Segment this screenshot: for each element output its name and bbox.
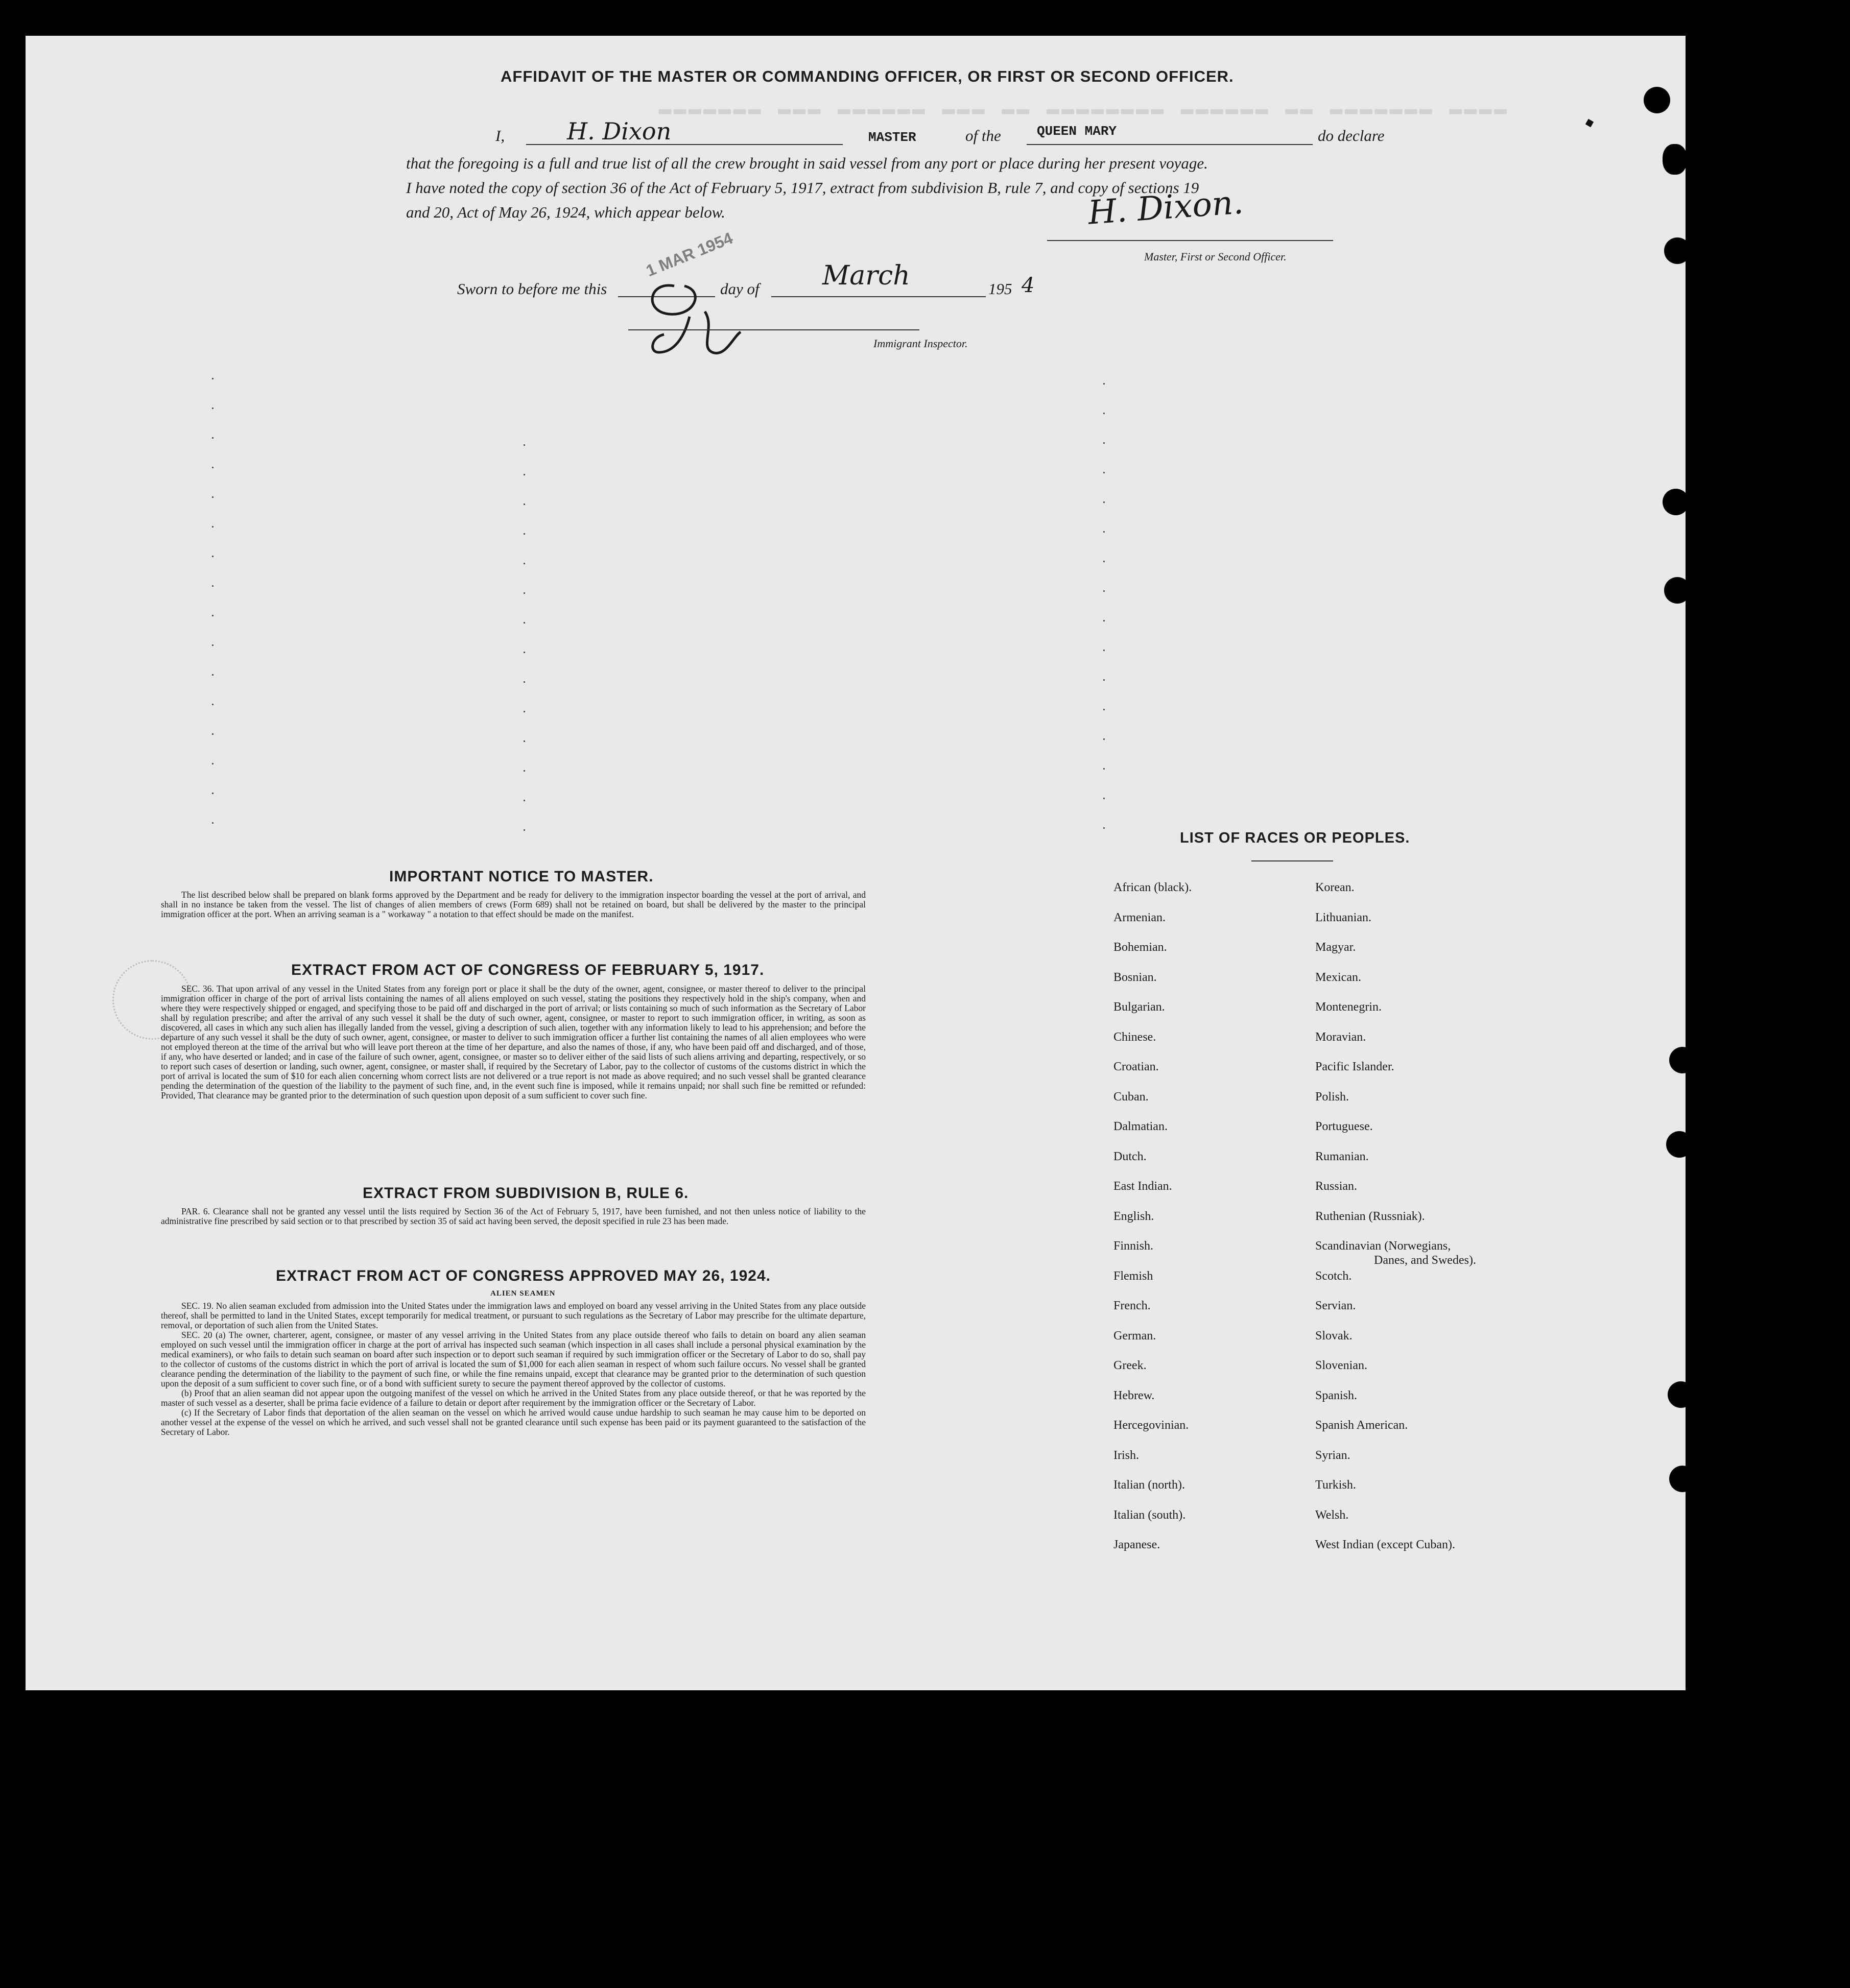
race-item: Hebrew. [1113, 1388, 1155, 1402]
race-item: Montenegrin. [1315, 1000, 1382, 1014]
race-item: African (black). [1113, 881, 1192, 894]
race-item: Finnish. [1113, 1239, 1154, 1253]
extract-1917-text: SEC. 36. That upon arrival of any vessel in the United States from any foreign port or place it shall be the duty of the owner, agent, consignee, or master thereof to deliver to the principal immigration officer in charge of the port of arrival lists containing the names of all aliens employed on such vessel, stating the positions they respectively hold in the ship's company, when and where they were respectively shipped or engaged, and specifying those to be paid off and discharged in the port of arrival; or lists containing so much of such information as the Secretary of Labor shall by regulation prescribe; and after the arrival of any such vessel it shall be the duty of such owner, agent, consignee, or master to report to such immigration officer, in writing, as soon as discovered, all cases in which any such alien has illegally landed from the vessel, giving a description of such alien, together with any information likely to lead to his apprehension; and before the departure of any such vessel it shall be the duty of such owner, agent, consignee, or master to deliver to such immigration officer a further list containing the names of all alien employees who were not employed thereon at the time of the arrival but who will leave port thereon at the time of her departure, and also the names of those, if any, who have been paid off and discharged, and of those, if any, who have deserted or landed; and in case of the failure of such owner, agent, consignee, or master so to deliver either of the said lists of such aliens arriving and departing, respectively, or so to report such cases of desertion or landing, such owner, agent, consignee, or master shall, if required by the Secretary of Labor, pay to the collector of customs of the customs district in which the port of arrival is located the sum of $10 for each alien concerning whom correct lists are not delivered or a true report is not made as above required; and no such vessel shall be granted clearance pending the determination of the question of the liability to the payment of such fine, and, in the event such fine is imposed, while it remains unpaid; nor shall such fine be remitted or refunded: Provided, That clearance may be granted prior to the determination of such question upon deposit of a sum sufficient to cover such fine. [161, 984, 866, 1100]
race-item: Rumanian. [1315, 1149, 1369, 1163]
race-item: Polish. [1315, 1090, 1349, 1104]
master-signature: H. Dixon. [1086, 183, 1245, 232]
affidavit-line-3: I have noted the copy of section 36 of the Act of February 5, 1917, extract from subdivision B, rule 7, and copy of sections 19 [406, 179, 1199, 197]
notice-title: IMPORTANT NOTICE TO MASTER. [389, 868, 654, 885]
punch-hole [1663, 144, 1687, 175]
punch-hole [1669, 1047, 1696, 1073]
race-item: Portuguese. [1315, 1120, 1373, 1133]
i-label: I, [495, 127, 505, 145]
race-item: Ruthenian (Russniak). [1315, 1209, 1425, 1223]
race-item: Magyar. [1315, 941, 1356, 954]
master-label: MASTER [868, 130, 916, 145]
punch-hole [1644, 87, 1670, 113]
race-item: Greek. [1113, 1359, 1147, 1372]
alien-seamen-subtitle: ALIEN SEAMEN [490, 1289, 556, 1298]
affidavit-line-2: that the foregoing is a full and true list of all the crew brought in said vessel from any port or place during her present voyage. [406, 154, 1208, 172]
punch-hole [1663, 489, 1689, 515]
race-item: Spanish. [1315, 1388, 1358, 1402]
race-item: Welsh. [1315, 1508, 1349, 1522]
race-item: Servian. [1315, 1299, 1356, 1312]
race-item: Mexican. [1315, 970, 1361, 984]
day-of-label: day of [720, 280, 760, 298]
race-item: Bulgarian. [1113, 1000, 1165, 1014]
inspector-signature [628, 250, 761, 383]
bleed-through-text: ▬▬▬▬ ▬▬▬▬▬▬▬ ▬▬ ▬▬▬▬▬▬ ▬▬▬▬▬▬▬▬ ▬▬ ▬▬▬ ▬▬▬▬▬▬ ▬▬▬ ▬▬▬▬▬▬▬ [656, 97, 1507, 122]
extract-1924-text: SEC. 19. No alien seaman excluded from admission into the United States under the immigration laws and employed on board any vessel arriving in the United States from any place outside thereof, shall be permitted to land in the United States, except temporarily for medical treatment, or pursuant to such regulations as the Secretary of Labor may prescribe for the ultimate departure, removal, or deportation of such alien from the United States. SEC. 20 (a) The owner, charterer, agent, consignee, or master of any vessel arriving in the United States from any place outside thereof who fails to detain on board any alien seaman employed on such vessel until the immigration officer in charge at the port of arrival has inspected such seaman (which inspection in all cases shall include a personal physical examination by the medical examiners), or who fails to detain such seaman on board after such inspection or to deport such seaman if required by such immigration officer or the Secretary of Labor to do so, shall pay to the collector of customs of the customs district in which the port of arrival is located the sum of $1,000 for each alien seaman in respect of whom such failure occurs. No vessel shall be granted clearance pending the determination of the liability to the payment of such fine, or while the fine remains unpaid, except that clearance may be granted prior to the determination of such question upon the deposit of a sum sufficient to cover such fine, or of a bond with sufficient surety to secure the payment thereof approved by the collector of customs. (b) Proof that an alien seaman did not appear upon the outgoing manifest of the vessel on which he arrived in the United States from any place outside thereof, or that he was reported by the master of such vessel as a deserter, shall be prima facie evidence of a failure to detain or deport after requirement by the immigration officer or the Secretary of Labor. (c) If the Secretary of Labor finds that deportation of the alien seaman on the vessel on which he arrived would cause undue hardship to such seaman he may cause him to be deported on another vessel at the expense of the vessel on which he arrived, and such vessel shall not be granted clearance until such expense has been paid or its payment guaranteed to the satisfaction of the Secretary of Labor. [161, 1301, 866, 1437]
race-item: Italian (north). [1113, 1478, 1185, 1492]
races-title: LIST OF RACES OR PEOPLES. [1180, 830, 1410, 846]
affidavit-line-4: and 20, Act of May 26, 1924, which appear below. [406, 203, 725, 221]
race-item: Spanish American. [1315, 1419, 1408, 1432]
race-item: German. [1113, 1329, 1156, 1343]
inspector-caption: Immigrant Inspector. [873, 337, 968, 350]
year-handwritten: 4 [1022, 274, 1035, 297]
race-item: Moravian. [1315, 1030, 1366, 1044]
race-right-continuation: Danes, and Swedes). [1374, 1254, 1476, 1267]
race-item: French. [1113, 1299, 1151, 1312]
extract-rule6-text: PAR. 6. Clearance shall not be granted any vessel until the lists required by Section 36 of the Act of February 5, 1917, have been furnished, and not then unless notice of liability to the administrative fine prescribed by said section or to that prescribed by section 35 of said act having been served, the deposit specified in rule 23 has been made. [161, 1206, 866, 1226]
master-name-handwritten: H. Dixon [567, 117, 672, 145]
race-item: East Indian. [1113, 1180, 1172, 1193]
month-handwritten: March [822, 260, 910, 291]
punch-hole [1664, 237, 1691, 264]
race-item: Turkish. [1315, 1478, 1356, 1492]
punch-hole [1669, 1466, 1696, 1492]
race-item: West Indian (except Cuban). [1315, 1538, 1455, 1551]
race-item: Korean. [1315, 881, 1355, 894]
race-item: Flemish [1113, 1269, 1153, 1283]
race-item: Scandinavian (Norwegians, [1315, 1239, 1451, 1253]
race-item: Bohemian. [1113, 941, 1167, 954]
race-item: Irish. [1113, 1448, 1139, 1462]
race-item: Slovenian. [1315, 1359, 1367, 1372]
race-item: Cuban. [1113, 1090, 1149, 1104]
race-item: English. [1113, 1209, 1154, 1223]
extract-1924-title: EXTRACT FROM ACT OF CONGRESS APPROVED MAY 26, 1924. [276, 1267, 771, 1284]
race-item: Scotch. [1315, 1269, 1352, 1283]
punch-hole [1666, 1131, 1693, 1158]
race-item: Hercegovinian. [1113, 1419, 1189, 1432]
race-item: Bosnian. [1113, 970, 1157, 984]
race-item: Dutch. [1113, 1149, 1147, 1163]
race-item: Slovak. [1315, 1329, 1353, 1343]
document-page [26, 36, 1686, 1690]
vessel-name: QUEEN MARY [1037, 124, 1117, 139]
race-item: Croatian. [1113, 1060, 1159, 1073]
race-item: Syrian. [1315, 1448, 1350, 1462]
race-item: Armenian. [1113, 911, 1166, 924]
extract-rule6-title: EXTRACT FROM SUBDIVISION B, RULE 6. [363, 1185, 689, 1202]
race-item: Chinese. [1113, 1030, 1156, 1044]
race-item: Dalmatian. [1113, 1120, 1168, 1133]
race-item: Pacific Islander. [1315, 1060, 1394, 1073]
do-declare-label: do declare [1318, 127, 1385, 145]
race-item: Italian (south). [1113, 1508, 1186, 1522]
notice-text: The list described below shall be prepared on blank forms approved by the Department and be ready for delivery to the immigration inspector boarding the vessel at the port of arrival, and shall in no instance be taken from the vessel. The list of changes of alien members of crews (Form 689) shall not be retained on board, but shall be delivered by the master to the principal immigration officer at the port. When an arriving seaman is a " workaway " a notation to that effect should be made on the manifest. [161, 890, 866, 919]
affidavit-title: AFFIDAVIT OF THE MASTER OR COMMANDING OFFICER, OR FIRST OR SECOND OFFICER. [501, 67, 1234, 85]
date-stamp: 1 MAR 1954 [643, 228, 736, 280]
year-printed: 195 [988, 280, 1012, 298]
of-the-label: of the [965, 127, 1001, 145]
punch-hole [1664, 577, 1691, 604]
punch-hole [1668, 1381, 1694, 1408]
race-item: Japanese. [1113, 1538, 1160, 1551]
extract-1917-title: EXTRACT FROM ACT OF CONGRESS OF FEBRUARY 5, 1917. [291, 962, 765, 978]
race-item: Russian. [1315, 1180, 1358, 1193]
sworn-label: Sworn to before me this [457, 280, 607, 298]
race-item: Lithuanian. [1315, 911, 1371, 924]
signature-caption: Master, First or Second Officer. [1144, 250, 1287, 263]
